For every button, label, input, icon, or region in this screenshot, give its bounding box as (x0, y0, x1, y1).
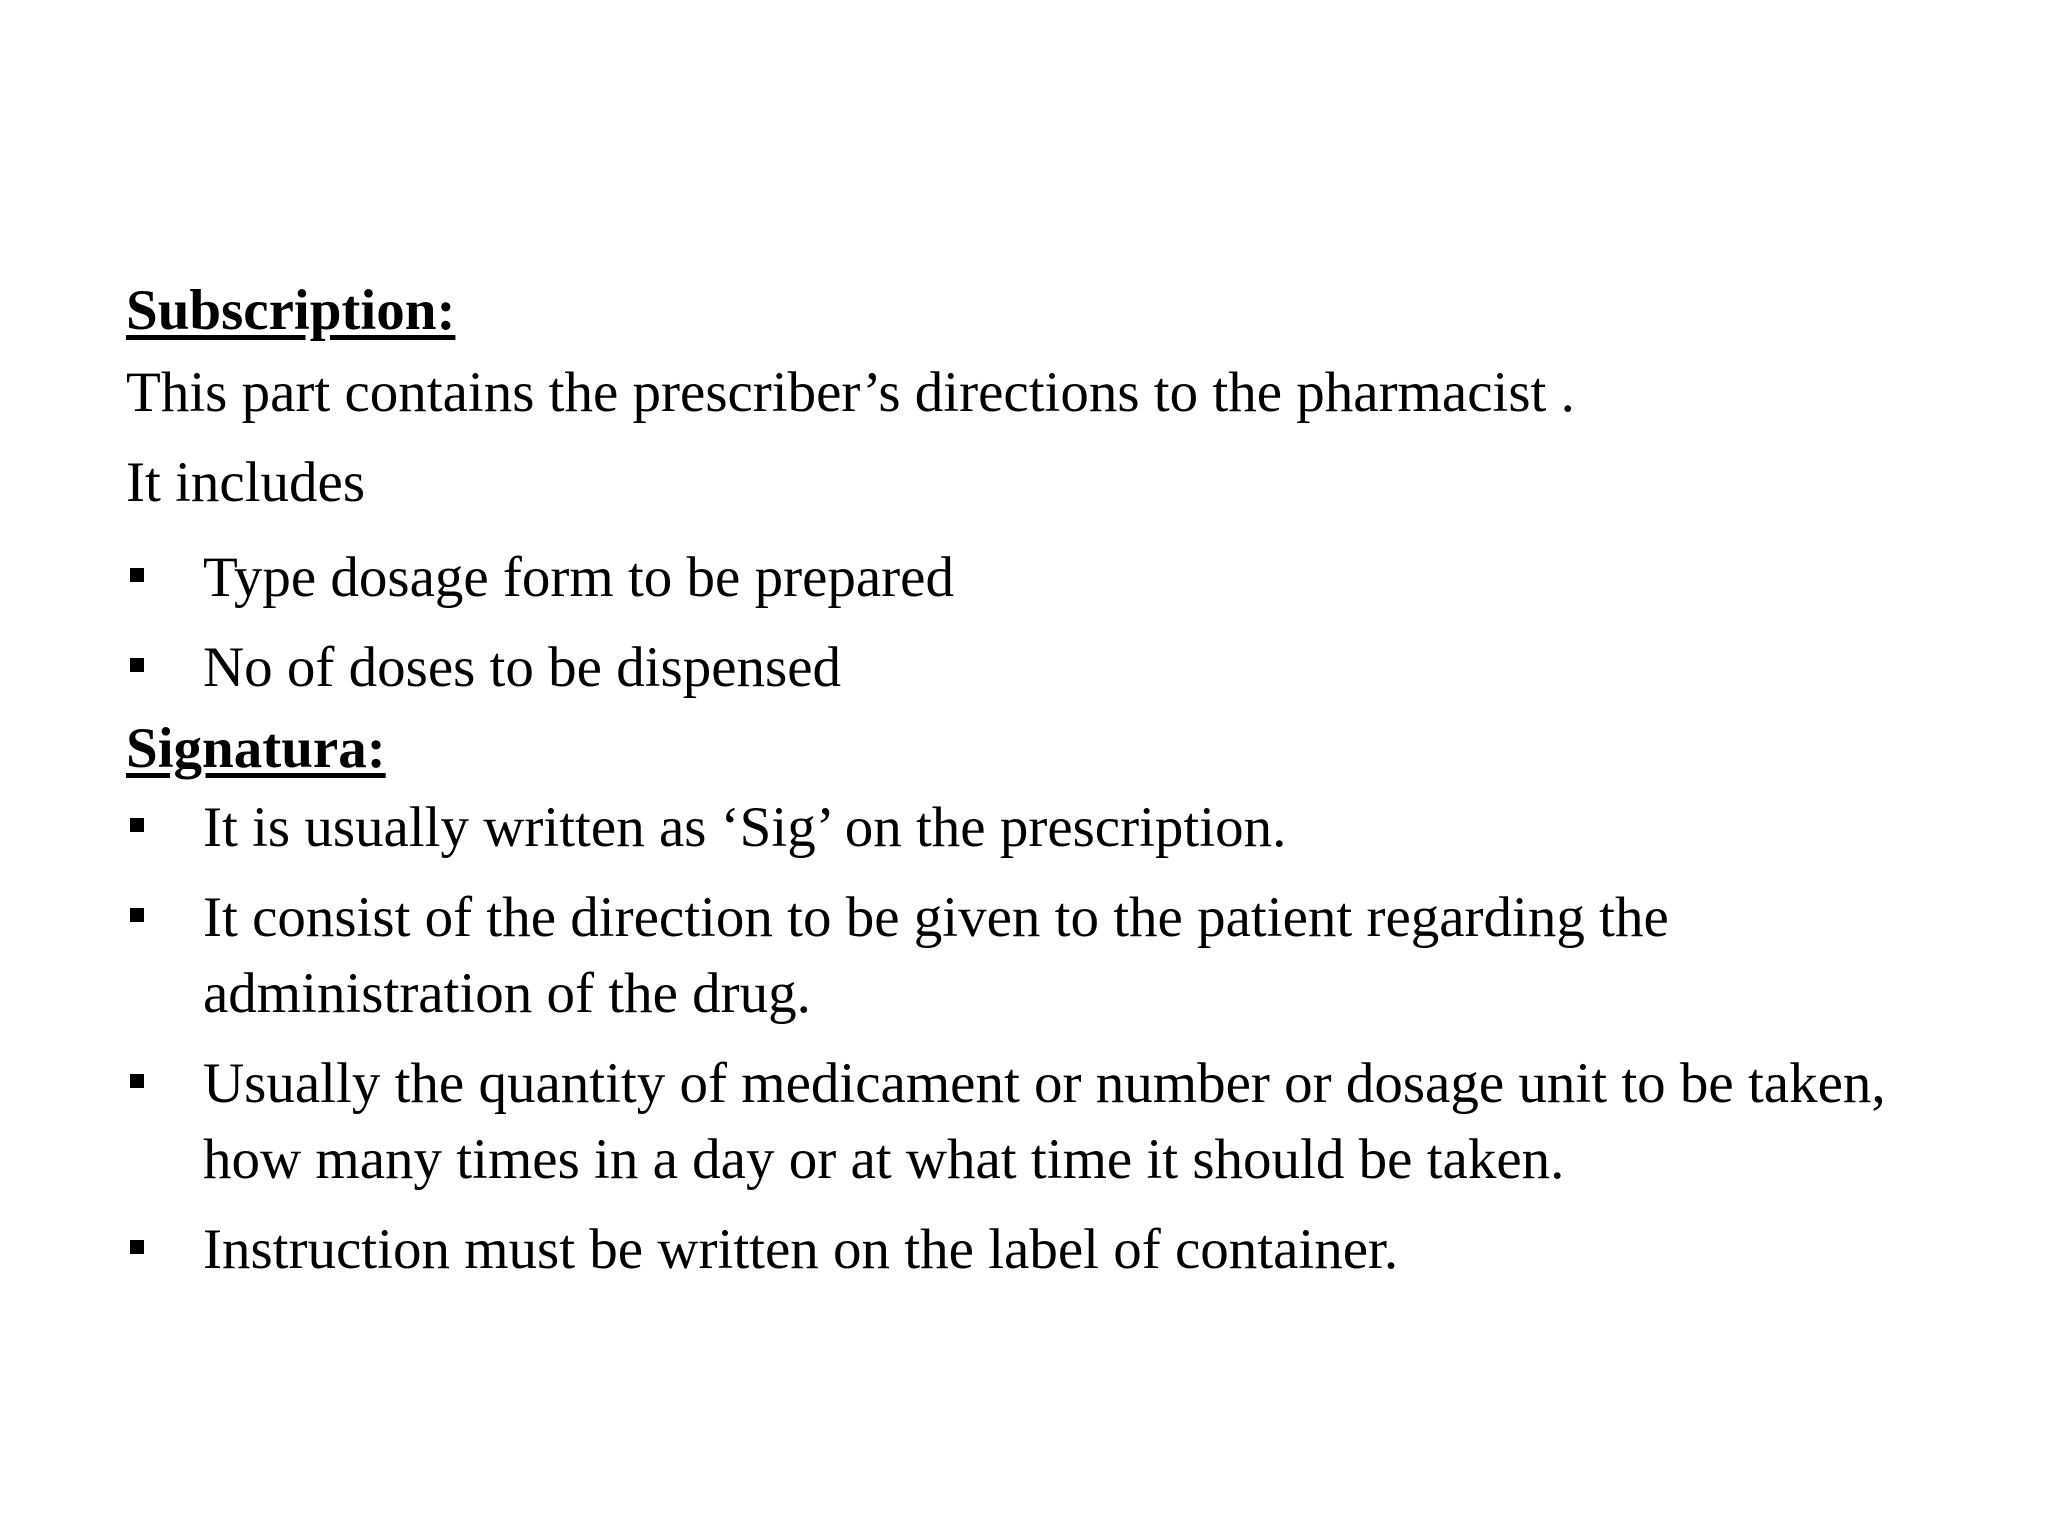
list-item-text: Instruction must be written on the label of container. (203, 1218, 1399, 1281)
list-item (126, 880, 1986, 1032)
list-item-text: Usually the quantity of medicament or number or dosage unit to be taken, how many times in a day or at what time it should be taken. (203, 1052, 1886, 1191)
signatura-heading: Signatura: (126, 717, 386, 780)
slide-content (126, 278, 1986, 1288)
subscription-heading: Subscription: (126, 279, 456, 342)
signatura-list (126, 790, 1986, 1288)
list-item (126, 1212, 1986, 1288)
subscription-list (126, 540, 1986, 706)
subscription-description: This part contains the prescriber’s directions to the pharmacist . (126, 361, 1575, 424)
list-item (126, 630, 1986, 706)
list-item-text: Type dosage form to be prepared (203, 546, 954, 609)
list-item-text: It consist of the direction to be given to the patient regarding the administration of the drug. (203, 886, 1669, 1025)
square-bullet-icon (130, 1074, 144, 1088)
square-bullet-icon (130, 658, 144, 672)
list-item-text: No of doses to be dispensed (203, 636, 841, 699)
square-bullet-icon (130, 818, 144, 832)
square-bullet-icon (130, 908, 144, 922)
list-item-text: It is usually written as ‘Sig’ on the prescription. (203, 796, 1287, 859)
subscription-includes-label: It includes (126, 451, 366, 514)
square-bullet-icon (130, 1240, 144, 1254)
list-item (126, 790, 1986, 866)
list-item (126, 1046, 1986, 1198)
list-item (126, 540, 1986, 616)
square-bullet-icon (130, 568, 144, 582)
